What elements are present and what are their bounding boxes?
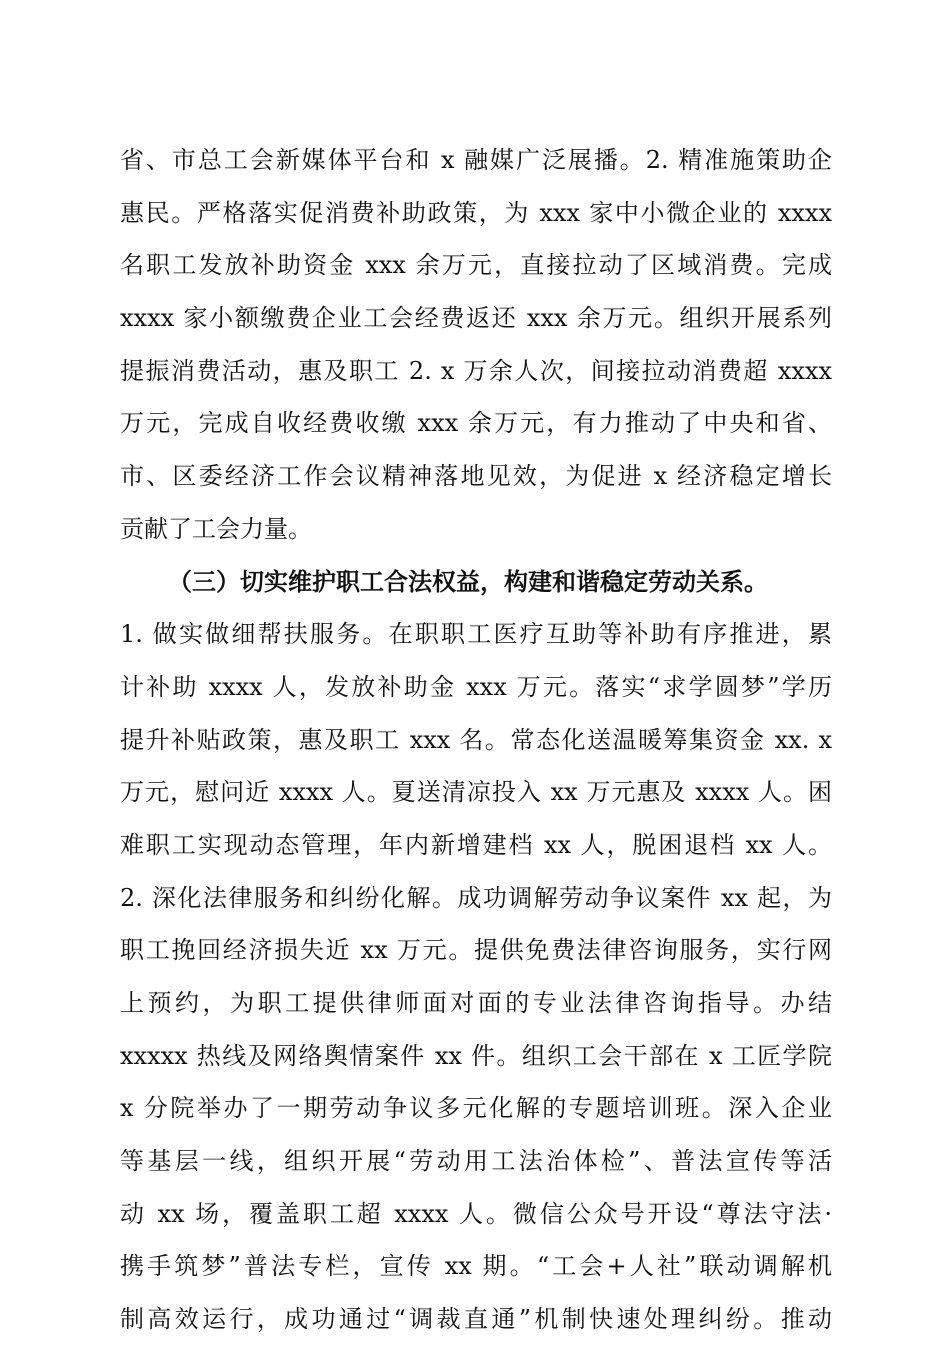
text-line: 携手筑梦”普法专栏，宣传 xx 期。“工会+人社”联动调解机 xyxy=(120,1252,832,1281)
text-line: xxxxx 热线及网络舆情案件 xx 件。组织工会干部在 x 工匠学院 xyxy=(120,1041,832,1070)
text-line: 提振消费活动，惠及职工 2. x 万余人次，间接拉动消费超 xxxx xyxy=(120,356,832,385)
text-line: 名职工发放补助资金 xxx 余万元，直接拉动了区域消费。完成 xyxy=(120,251,832,280)
text-line: 贡献了工会力量。 xyxy=(120,514,312,543)
text-line: 2. 深化法律服务和纠纷化解。成功调解劳动争议案件 xx 起，为 xyxy=(120,883,832,912)
body-text xyxy=(120,134,832,1346)
text-line: xxxx 家小额缴费企业工会经费返还 xxx 余万元。组织开展系列 xyxy=(120,304,832,333)
text-line: 万元，慰问近 xxxx 人。夏送清凉投入 xx 万元惠及 xxxx 人。困 xyxy=(120,778,832,807)
text-line: 制高效运行，成功通过“调裁直通”机制快速处理纠纷。推动 xyxy=(120,1305,832,1334)
text-line: 计补助 xxxx 人，发放补助金 xxx 万元。落实“求学圆梦”学历 xyxy=(120,672,832,701)
text-line: 提升补贴政策，惠及职工 xxx 名。常态化送温暖筹集资金 xx. x xyxy=(120,725,832,754)
text-line: 动 xx 场，覆盖职工超 xxxx 人。微信公众号开设“尊法守法· xyxy=(120,1199,832,1228)
text-line: 万元，完成自收经费收缴 xxx 余万元，有力推动了中央和省、 xyxy=(120,409,832,438)
text-line: 1. 做实做细帮扶服务。在职职工医疗互助等补助有序推进，累 xyxy=(120,620,832,649)
text-line: 省、市总工会新媒体平台和 x 融媒广泛展播。2. 精准施策助企 xyxy=(120,146,832,174)
section-heading: （三）切实维护职工合法权益，构建和谐稳定劳动关系。 xyxy=(168,566,768,596)
text-line: 上预约，为职工提供律师面对面的专业法律咨询指导。办结 xyxy=(120,989,832,1017)
text-line: 职工挽回经济损失近 xx 万元。提供免费法律咨询服务，实行网 xyxy=(120,936,832,965)
text-line: 难职工实现动态管理，年内新增建档 xx 人，脱困退档 xx 人。 xyxy=(120,830,832,859)
text-line: 市、区委经济工作会议精神落地见效，为促进 x 经济稳定增长 xyxy=(120,462,832,491)
text-line: x 分院举办了一期劳动争议多元化解的专题培训班。深入企业 xyxy=(120,1094,832,1123)
text-line: 等基层一线，组织开展“劳动用工法治体检”、普法宣传等活 xyxy=(120,1147,832,1176)
text-line: 惠民。严格落实促消费补助政策，为 xxx 家中小微企业的 xxxx xyxy=(120,198,832,227)
